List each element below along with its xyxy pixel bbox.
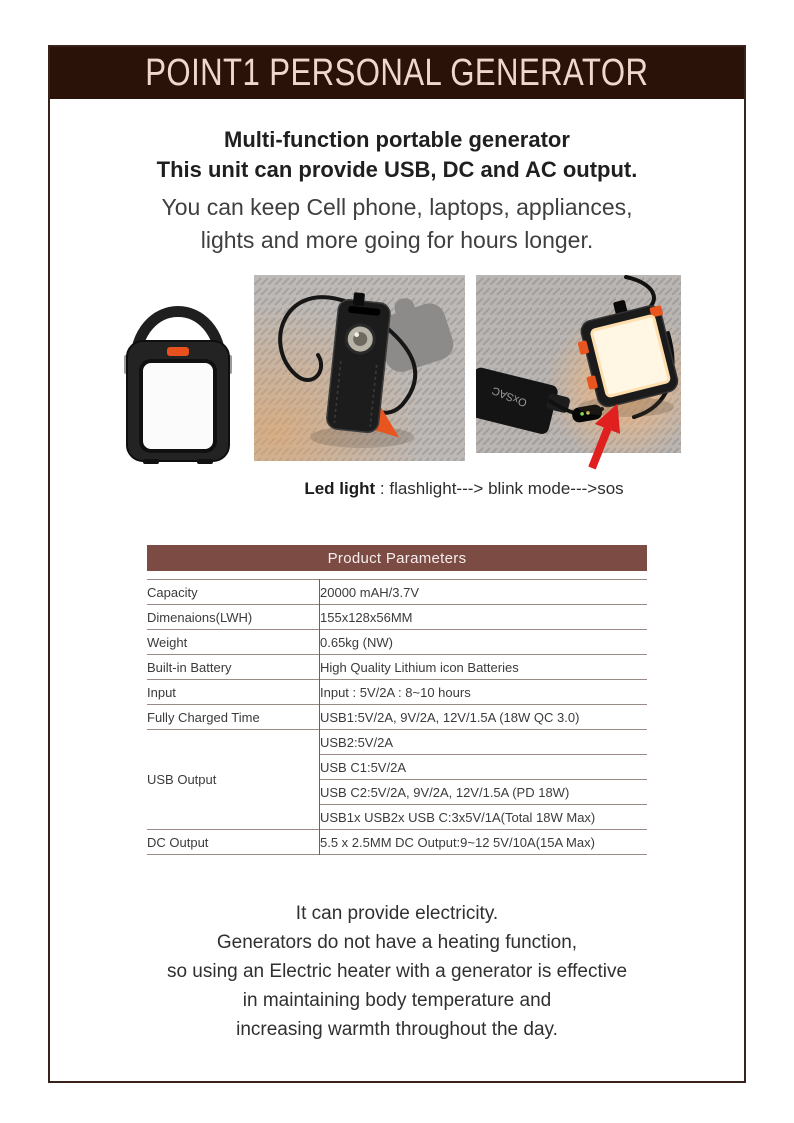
param-value: USB2:5V/2A — [320, 730, 648, 755]
product-parameters-section — [147, 545, 647, 855]
intro-line-3: You can keep Cell phone, laptops, appliances, — [161, 194, 633, 220]
outro-line-3: so using an Electric heater with a generator is effective — [166, 961, 628, 982]
product-photo-row — [50, 275, 744, 465]
param-value: 0.65kg (NW) — [320, 630, 648, 655]
page-title: POINT1 PERSONAL GENERATOR — [145, 51, 649, 94]
intro-bold-line-2: This unit can provide USB, DC and AC output. — [156, 157, 638, 182]
param-value: 5.5 x 2.5MM DC Output:9~12 5V/10A(15A Max) — [320, 830, 648, 855]
param-value: High Quality Lithium icon Batteries — [320, 655, 648, 680]
table-row — [147, 830, 647, 855]
param-label: Built-in Battery — [147, 655, 320, 680]
param-label: DC Output — [147, 830, 320, 855]
table-row — [147, 630, 647, 655]
table-row — [147, 580, 647, 605]
parameters-title: Product Parameters — [327, 549, 467, 567]
table-row — [147, 730, 647, 755]
page-header-banner — [50, 47, 744, 99]
product-photo-led-lit — [476, 275, 681, 453]
param-value: USB C2:5V/2A, 9V/2A, 12V/1.5A (PD 18W) — [320, 780, 648, 805]
lit-scene-illustration — [476, 275, 681, 453]
param-label: Dimenaions(LWH) — [147, 605, 320, 630]
outro-line-5: increasing warmth throughout the day. — [236, 1019, 558, 1040]
param-label: Weight — [147, 630, 320, 655]
product-photo-charging — [254, 275, 465, 461]
outro-line-1: It can provide electricity. — [295, 903, 499, 924]
param-value: USB C1:5V/2A — [320, 755, 648, 780]
table-row — [147, 605, 647, 630]
param-label: Input — [147, 680, 320, 705]
param-label: Fully Charged Time — [147, 705, 320, 730]
page-frame — [48, 45, 746, 1083]
intro-bold-line-1: Multi-function portable generator — [224, 127, 570, 152]
led-caption-label: Led light — [304, 479, 376, 498]
closing-paragraph — [50, 899, 744, 1044]
parameters-header-bar — [147, 545, 647, 571]
pouch-logo-text: OxSAC — [490, 383, 529, 409]
intro-regular-text — [50, 191, 744, 257]
led-mode-caption — [50, 479, 744, 499]
param-value: 155x128x56MM — [320, 605, 648, 630]
intro-bold-text — [50, 125, 744, 185]
param-label: Capacity — [147, 580, 320, 605]
outro-line-2: Generators do not have a heating function, — [216, 932, 578, 953]
led-caption-text: : flashlight---> blink mode--->sos — [375, 479, 624, 498]
outro-line-4: in maintaining body temperature and — [242, 990, 552, 1011]
intro-line-4: lights and more going for hours longer. — [200, 227, 594, 253]
table-row — [147, 655, 647, 680]
carpet-scene-illustration — [254, 275, 465, 461]
param-value: USB1:5V/2A, 9V/2A, 12V/1.5A (18W QC 3.0) — [320, 705, 648, 730]
lantern-illustration — [113, 275, 243, 465]
param-value: Input : 5V/2A : 8~10 hours — [320, 680, 648, 705]
product-photo-front-view — [113, 275, 243, 465]
table-row — [147, 680, 647, 705]
param-label-usb-output: USB Output — [147, 730, 320, 830]
param-value: 20000 mAH/3.7V — [320, 584, 420, 600]
param-value: USB1x USB2x USB C:3x5V/1A(Total 18W Max) — [320, 805, 648, 830]
parameters-table — [147, 579, 647, 855]
table-row — [147, 705, 647, 730]
